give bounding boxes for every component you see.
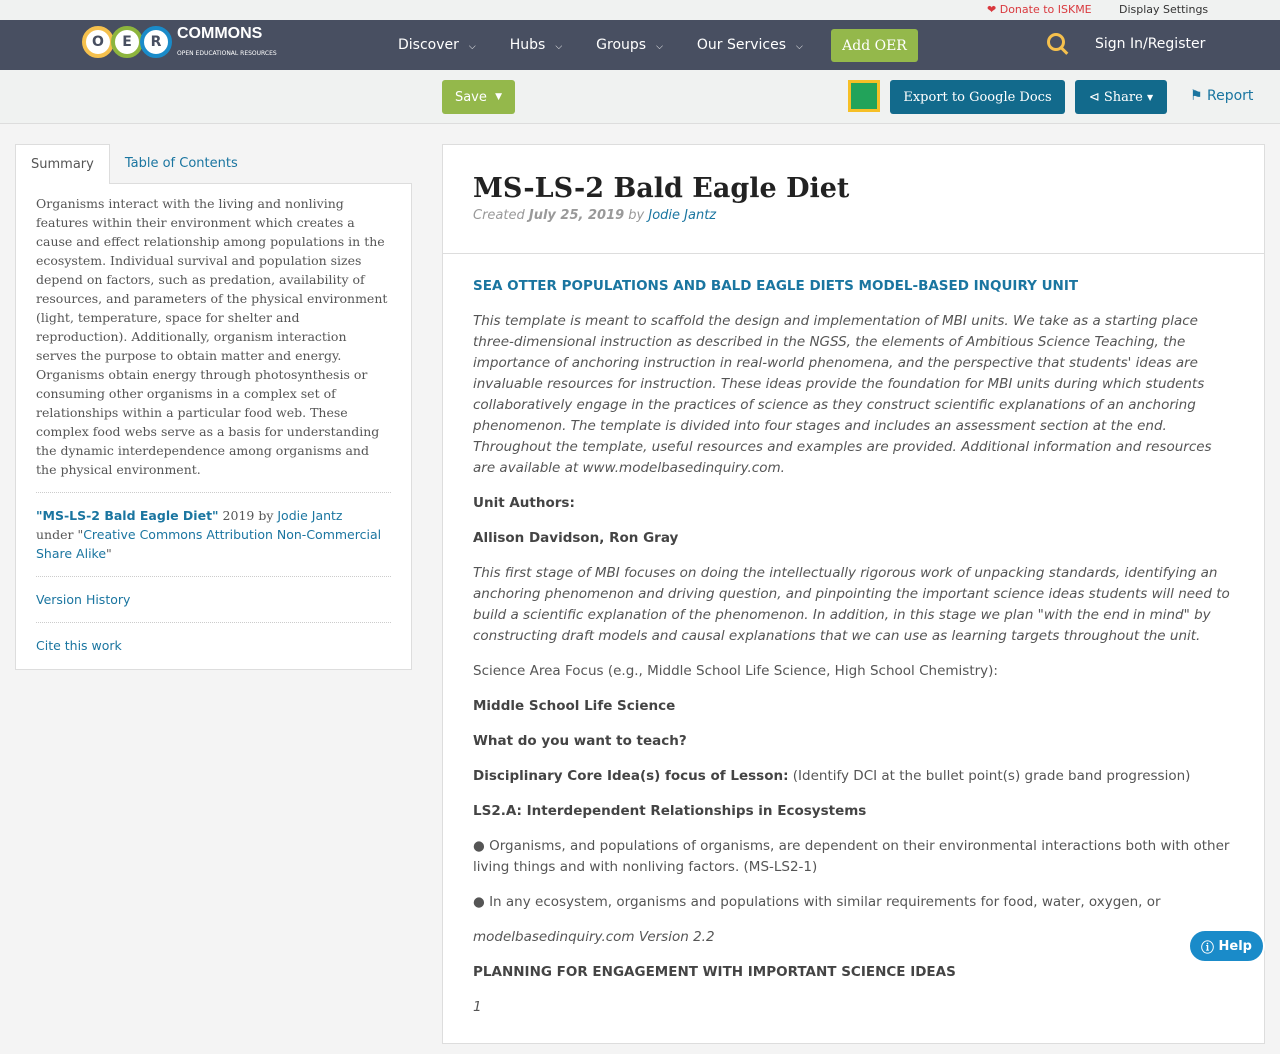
author-link[interactable]: Jodie Jantz bbox=[277, 508, 343, 523]
created-date: July 25, 2019 bbox=[528, 208, 625, 223]
nav-our-services[interactable] bbox=[697, 37, 803, 53]
created-meta bbox=[473, 208, 1234, 223]
divider bbox=[36, 492, 391, 493]
divider bbox=[36, 576, 391, 577]
logo-name: COMMONS bbox=[177, 25, 263, 42]
logo-text bbox=[177, 26, 277, 58]
intro-text: This template is meant to scaffold the design and implementation of MBI units. We take as a starting place three-dimensional instruction as described in the NGSS, the elements of Ambitious Science Teaching, the importance of anchoring instruction in real-world phenomena, and the perspective that students' ideas are invaluable resources for instruction. These ideas provide the foundation for MBI units during which students collaboratively engage in the practices of science as they construct scientific explanations of an anchoring phenomenon. The template is divided into four stages and includes an assessment section at the end. Throughout the template, useful resources and examples are provided. Additional information and resources are available at www.modelbasedinquiry.com. bbox=[473, 313, 1212, 476]
logo-e: E bbox=[111, 26, 143, 58]
nav-label: Groups bbox=[596, 37, 647, 53]
nav-label: Hubs bbox=[509, 37, 546, 53]
sign-in-link[interactable]: Sign In/Register bbox=[1095, 36, 1206, 52]
tab-summary[interactable]: Summary bbox=[15, 144, 110, 184]
nav-label: Discover bbox=[398, 37, 459, 53]
search-icon[interactable] bbox=[1047, 33, 1065, 51]
bullet-2: ● In any ecosystem, organisms and populations with similar requirements for food, water, oxygen, or bbox=[473, 894, 1161, 910]
authors-label: Unit Authors: bbox=[473, 495, 575, 511]
summary-text: Organisms interact with the living and nonliving features within their environment which creates a cause and effect relationship among populations in the ecosystem. Individual survival and population sizes depend on factors, such as predation, availability of resources, and parameters of the physical environment (light, temperature, space for shelter and reproduction). Additionally, organism interaction serves the purpose to obtain matter and energy. Organisms obtain energy through photosynthesis or consuming other organisms in a complex set of relationships within a particular food web. These complex food webs serve as a basis for understanding the dynamic interdependence among organisms and the physical environment. bbox=[36, 196, 388, 477]
license-link[interactable]: Creative Commons Attribution Non-Commercial Share Alike bbox=[36, 527, 382, 561]
utility-bar bbox=[0, 0, 1280, 20]
page-number: 1 bbox=[473, 999, 482, 1015]
by-label: by bbox=[624, 208, 649, 223]
display-settings-link[interactable]: Display Settings bbox=[1119, 3, 1209, 16]
help-icon: ⓘ bbox=[1200, 940, 1214, 956]
save-button[interactable] bbox=[442, 80, 515, 114]
stage1-text: This first stage of MBI focuses on doing the intellectually rigorous work of unpacking standards, identifying an anchoring phenomenon and driving question, and pinpointing the important science ideas students will need to build a scientific explanation of the phenomenon. In addition, in this stage we plan "with the end in mind" by constructing draft models and causal explanations that we can use as learning targets throughout the unit. bbox=[473, 565, 1230, 644]
google-classroom-icon[interactable] bbox=[848, 80, 880, 112]
report-link[interactable] bbox=[1190, 88, 1253, 104]
donate-label: Donate to ISKME bbox=[999, 3, 1092, 16]
add-oer-button[interactable]: Add OER bbox=[831, 29, 918, 62]
resource-toolbar bbox=[0, 70, 1280, 124]
logo-r: R bbox=[140, 26, 172, 58]
help-button[interactable] bbox=[1188, 929, 1265, 963]
sidebar bbox=[15, 144, 412, 670]
dci-label: Disciplinary Core Idea(s) focus of Lesson: bbox=[473, 768, 789, 784]
share-button[interactable] bbox=[1075, 80, 1167, 114]
oer-commons-logo[interactable] bbox=[82, 26, 277, 58]
save-label: Save bbox=[454, 89, 487, 105]
created-label: Created bbox=[473, 208, 529, 223]
focus-answer: Middle School Life Science bbox=[473, 698, 676, 714]
share-label: Share bbox=[1103, 89, 1143, 105]
nav-menu bbox=[398, 20, 837, 70]
share-icon: ⊲ bbox=[1088, 89, 1100, 105]
nav-label: Our Services bbox=[696, 37, 787, 53]
nav-hubs[interactable] bbox=[510, 37, 562, 53]
bullet-1: ● Organisms, and populations of organisms, are dependent on their environmental interactions both with other living things and with nonliving factors. (MS-LS2-1) bbox=[473, 838, 1230, 875]
dci-line bbox=[473, 766, 1234, 787]
resource-main bbox=[442, 144, 1265, 1044]
logo-o: O bbox=[82, 26, 114, 58]
page-title: MS-LS-2 Bald Eagle Diet bbox=[473, 173, 850, 204]
chevron-down-icon: ⌵ bbox=[468, 42, 476, 52]
nav-discover[interactable] bbox=[398, 37, 476, 53]
main-nav bbox=[0, 20, 1280, 70]
chevron-down-icon: ⌵ bbox=[555, 42, 563, 52]
author-link[interactable]: Jodie Jantz bbox=[648, 208, 717, 223]
donate-link[interactable]: ❤ Donate to ISKME bbox=[987, 3, 1092, 16]
export-google-docs-button[interactable]: Export to Google Docs bbox=[890, 80, 1065, 114]
caret-down-icon: ▼ bbox=[495, 92, 503, 102]
cite-link[interactable]: Cite this work bbox=[36, 638, 122, 653]
attribution bbox=[36, 506, 391, 563]
version-note: modelbasedinquiry.com Version 2.2 bbox=[473, 929, 715, 945]
version-history-link[interactable]: Version History bbox=[36, 592, 131, 607]
attr-end: " bbox=[106, 546, 112, 561]
chevron-down-icon: ⌵ bbox=[796, 42, 803, 52]
planning-heading: PLANNING FOR ENGAGEMENT WITH IMPORTANT SCIENCE IDEAS bbox=[473, 964, 956, 980]
authors: Allison Davidson, Ron Gray bbox=[473, 530, 679, 546]
divider bbox=[36, 622, 391, 623]
flag-icon: ⚑ bbox=[1190, 88, 1203, 104]
tab-table-of-contents[interactable]: Table of Contents bbox=[124, 156, 238, 171]
caret-down-icon: ▼ bbox=[1146, 92, 1154, 102]
attr-under: under " bbox=[36, 527, 84, 542]
section-heading: SEA OTTER POPULATIONS AND BALD EAGLE DIETS MODEL-BASED INQUIRY UNIT bbox=[473, 278, 1079, 294]
attr-year: 2019 by bbox=[218, 508, 278, 523]
focus-question: Science Area Focus (e.g., Middle School Life Science, High School Chemistry): bbox=[473, 663, 998, 679]
nav-groups[interactable] bbox=[596, 37, 663, 53]
chevron-down-icon: ⌵ bbox=[656, 42, 663, 52]
report-label: Report bbox=[1207, 88, 1254, 104]
logo-tag: OPEN EDUCATIONAL RESOURCES bbox=[177, 50, 277, 57]
ls2a-heading: LS2.A: Interdependent Relationships in Ecosystems bbox=[473, 803, 867, 819]
teach-question: What do you want to teach? bbox=[473, 733, 687, 749]
dci-note: (Identify DCI at the bullet point(s) grade band progression) bbox=[788, 768, 1191, 784]
resource-title-link[interactable]: "MS-LS-2 Bald Eagle Diet" bbox=[36, 508, 219, 523]
help-label: Help bbox=[1218, 938, 1252, 954]
